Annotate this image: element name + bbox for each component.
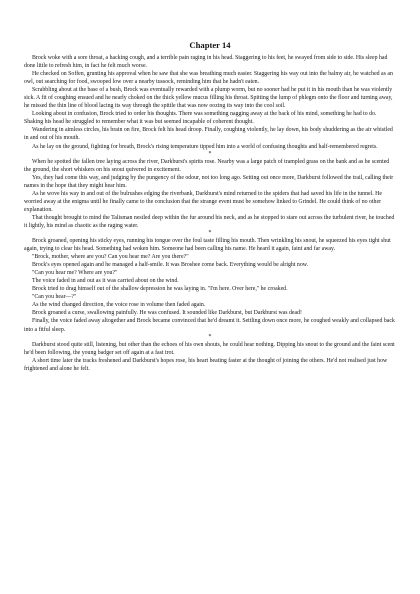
paragraph: As he wove his way in and out of the bulrushes edging the riverbank, Darkburst's mind returned to the spiders that had saved his life in the tunnel. He worried away at the enigma until he finally came to the conclusion that the strange event must be somehow linked to Grindel. He could think of no other explanation.: [24, 190, 382, 213]
chapter-title: Chapter 14: [189, 40, 231, 50]
paragraph: Brock groaned, opening his sticky eyes, running his tongue over the foul taste filling his mouth. Then wrinkling his snout, he squeezed his eyes tight shut again, trying to clear his head. Something had woken him. Someone had been calling his name. He heard it again, faint and far away.: [24, 237, 391, 253]
paragraph: Brock's eyes opened again and he managed a half-smile. It was Broshee come back. Everything would be alright now.: [32, 262, 309, 269]
paragraph: Brock woke with a sore throat, a hacking cough, and a terrible pain raging in his head. Staggering to his feet, he swayed from side to side. His sleep had done little to refresh him, in fact he felt much worse.: [24, 55, 388, 70]
paragraph: Yes, they had come this way, and judging by the pungency of the odour, not too long ago. Setting out once more, Darkburst followed the trail, calling their names in the hope that they might hear him.: [24, 174, 394, 189]
scene-separator: *: [208, 150, 212, 157]
paragraph: "Can you hear me? Where are you?": [32, 270, 118, 277]
paragraph: Wandering in aimless circles, his brain on fire, Brock felt his head droop. Finally, coughing violently, he lay down, his body shuddering as the air whistled in and out of his mouth.: [24, 127, 393, 142]
paragraph: "Can you hear—?": [32, 294, 77, 301]
paragraph: Brock tried to drag himself out of the shallow depression he was laying in. "I'm here. Over here," he croaked.: [32, 286, 288, 293]
paragraph: As the wind changed direction, the voice rose in volume then faded again.: [32, 302, 206, 309]
paragraph: He checked on Soffen, grunting his approval when he saw that she was breathing much easier. Staggering his way out into the balmy air, he watched as an owl, out searching for food, swooped low over a nearby tussock, reminding him that he hadn't eaten.: [24, 71, 393, 86]
scene-separator: *: [208, 229, 212, 236]
paragraph: When he spotted the fallen tree laying across the river, Darkburst's spirits rose. Nearby was a large patch of trampled grass on the bank and as he scented the ground, the short whiskers on his snout quivered in excitement.: [24, 158, 390, 173]
paragraph: As he lay on the ground, fighting for breath, Brock's rising temperature tipped him into a world of confusing thoughts and half-remembered regrets.: [32, 143, 378, 150]
paragraph: "Brock, mother, where are you? Can you hear me? Are you there?": [32, 254, 189, 261]
paragraph: That thought brought to mind the Talisman nestled deep within the fur around his neck, and as he stopped to stare out across the turbulent river, he touched it lightly, his mind as chaotic as the raging water.: [24, 214, 395, 229]
paragraph: Looking about in confusion, Brock tried to order his thoughts. There was something nagging away at the back of his mind, something he had to do. Shaking his head he struggled to remember what it was but seemed incapable of coherent thought.: [24, 111, 377, 126]
paragraph: The voice faded in and out as it was carried about on the wind.: [32, 278, 179, 285]
paragraph: Finally, the voice faded away altogether and Brock became convinced that he'd dreamt it. Settling down once more, he coughed weakly and collapsed back into a fitful sleep.: [24, 318, 395, 333]
paragraph: Scrabbling about at the base of a bush, Brock was eventually rewarded with a plump worm, but no sooner had he put it in his mouth than he was violently sick. A fit of coughing ensued and he nearly choked on the thick yellow mucus filling his throat. Spitting the lump of phlegm onto the floor and turning away, he missed the thin line of blood lacing its way through the spittle that was now oozing its way into the cool soil.: [24, 87, 393, 110]
paragraph: Darkburst stood quite still, listening, but other than the echoes of his own shouts, he could hear nothing. Dipping his snout to the ground and the faint scent he'd been following, the young badger set off again at a fast trot.: [24, 341, 395, 356]
paragraph: A short time later the tracks freshened and Darkburst's hopes rose, his heart beating faster at the thought of joining the others. He'd not realised just how frightened and alone he felt.: [24, 357, 388, 372]
paragraph: Brock groaned a curse, swallowing painfully. He was confused. It sounded like Darkburst, but Darkburst was dead!: [32, 310, 302, 317]
scene-separator: *: [208, 333, 212, 340]
